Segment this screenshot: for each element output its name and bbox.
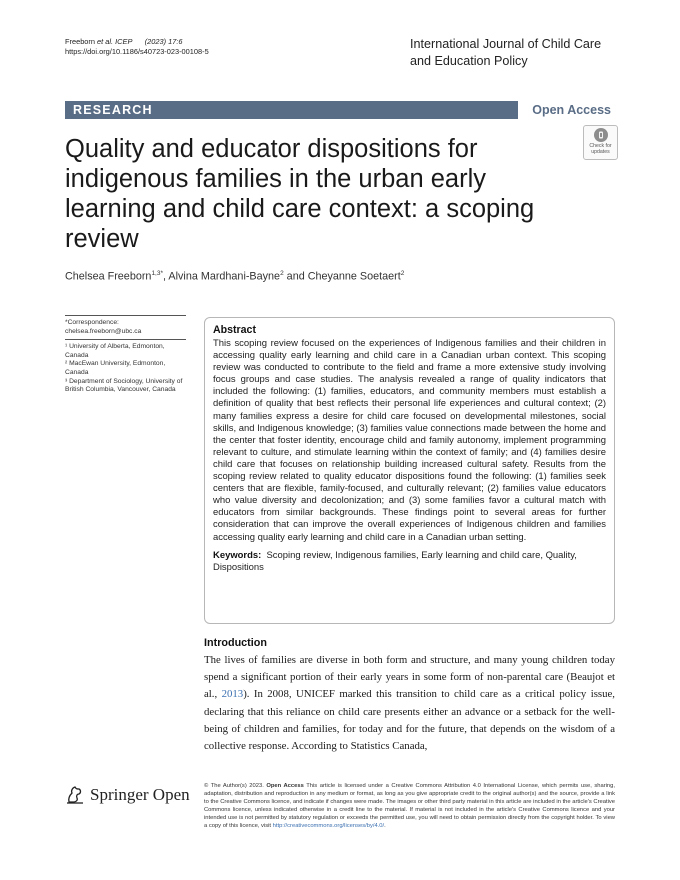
check-for-updates-button[interactable] — [583, 125, 618, 160]
correspondence-block — [65, 316, 186, 336]
author-list — [65, 270, 404, 283]
keywords-label: Keywords: — [213, 549, 262, 561]
springer-open-logo — [64, 784, 190, 806]
springer-horse-icon — [64, 784, 86, 806]
author-name[interactable]: Chelsea Freeborn — [65, 270, 152, 283]
author-affiliation-mark: 2 — [400, 270, 405, 277]
author-affiliation-mark: 1,3* — [151, 270, 164, 277]
license-url[interactable]: http://creativecommons.org/licenses/by/4.0/ — [272, 822, 385, 829]
section-band — [65, 101, 615, 119]
citation-link[interactable]: 2013 — [221, 688, 244, 701]
abstract-heading: Abstract — [213, 324, 256, 336]
affiliation-item: ¹ University of Alberta, Edmonton, Canada — [65, 343, 165, 359]
citation-issue: (2023) 17:6 — [144, 37, 183, 46]
check-updates-line1: Check for — [589, 143, 612, 149]
keywords — [213, 550, 606, 574]
license-text — [204, 783, 615, 830]
doi-link[interactable]: https://doi.org/10.1186/s40723-023-00108-5 — [65, 47, 209, 56]
open-access-badge: Open Access — [518, 101, 615, 119]
author-separator: , — [163, 270, 169, 283]
check-updates-icon — [594, 128, 608, 142]
publisher-open: Open — [152, 785, 190, 804]
affiliation-list — [65, 340, 186, 395]
affiliations-sidebar — [65, 315, 186, 395]
abstract-text: This scoping review focused on the experiences of Indigenous families and their children in accessing quality early learning and child care in a Canadian urban context. This scoping review was conducted to contribute to the field and frame a more extensive study involving focus groups and case studies. The analysis revealed a range of quality indicators that included the following: (1) families, educators, and community members must establish a definition of quality that best reflects their personal life experiences and cultural context; (2) many families express a desire for child care focused on developmental milestones, social skills, and Indigenous knowledge; (3) families value connections made between the home and the center that foster identity, encourage child and family autonomy, implement programming relevant to culture, and stimulate learning within the context of family; and (4) families desire child care that focuses on relationship building increased cultural safety. Results from the scoping review related to quality educator dispositions found the following: (1) families seek centers that are flexible, family-focused, and culturally relevant; (2) families value educators who value diversity and decolonization; and (3) some families favor a cultural match with educators from similar backgrounds. These findings point to several areas for further consideration that can improve the overall experiences of Indigenous children and families accessing quality early learning and child care in a Canadian urban setting. — [213, 338, 606, 543]
citation-author: Freeborn — [65, 37, 98, 46]
section-label: RESEARCH — [73, 103, 153, 117]
affiliation-item: ² MacEwan University, Edmonton, Canada — [65, 360, 166, 376]
intro-text-part: ). In 2008, UNICEF marked this transition to child care as a critical policy issue, declaring that this reliance on child care presents either an advance or a setback for the well-being of children and families, for today and for the future, that depends on the wisdom of a collective response. According to Statistics Canada, — [204, 688, 616, 753]
article-title: Quality and educator dispositions for indigenous families in the urban early learning and child care context: a scoping review — [65, 135, 535, 253]
citation — [65, 37, 209, 57]
license-body: This article is licensed under a Creative Commons Attribution 4.0 International License, which permits use, sharing, adaptation, distribution and reproduction in any medium or format, as long as you give appropriate credit to the original author(s) and the source, provide a link to the Creative Commons licence, and indicate if changes were made. The images or other third party material in this article are included in the article's Creative Commons licence, unless indicated otherwise in a credit line to the material. If material is not included in the article's Creative Commons licence and your intended use is not permitted by statutory regulation or exceeds the permitted use, you will need to obtain permission directly from the copyright holder. To view a copy of this licence, visit — [204, 783, 615, 829]
keywords-text: Scoping review, Indigenous families, Early learning and child care, Quality, Dispositions — [213, 549, 577, 573]
introduction-heading: Introduction — [204, 637, 267, 649]
publisher-springer: Springer — [90, 785, 149, 804]
abstract-box — [204, 317, 615, 624]
author-name[interactable]: Alvina Mardhani-Bayne — [168, 270, 281, 283]
affiliation-item: ³ Department of Sociology, University of British Columbia, Vancouver, Canada — [65, 377, 183, 394]
check-updates-line2: updates — [591, 149, 610, 155]
citation-etal: et al. ICEP — [97, 37, 133, 46]
author-name[interactable]: Cheyanne Soetaert — [307, 270, 401, 283]
license-end: . — [384, 822, 386, 829]
correspondence-label: *Correspondence: — [65, 319, 119, 326]
correspondence-email[interactable]: chelsea.freeborn@ubc.ca — [65, 327, 142, 335]
band-tab-icon — [153, 101, 167, 119]
publisher-name — [90, 785, 190, 805]
license-open-access: Open Access — [266, 783, 304, 789]
introduction-text — [204, 652, 615, 755]
author-affiliation-mark: 2 — [280, 270, 284, 277]
journal-name: International Journal of Child Care and Education Policy — [410, 37, 602, 68]
intro-text-part: The lives of families are diverse in both form and structure, and many young children today spend a significant portion of their early years in some form of non-parental care (Beaujot et al., — [204, 654, 615, 701]
license-copyright: © The Author(s) 2023. — [204, 783, 267, 789]
author-separator: and — [283, 270, 308, 283]
citation-line — [65, 37, 209, 47]
